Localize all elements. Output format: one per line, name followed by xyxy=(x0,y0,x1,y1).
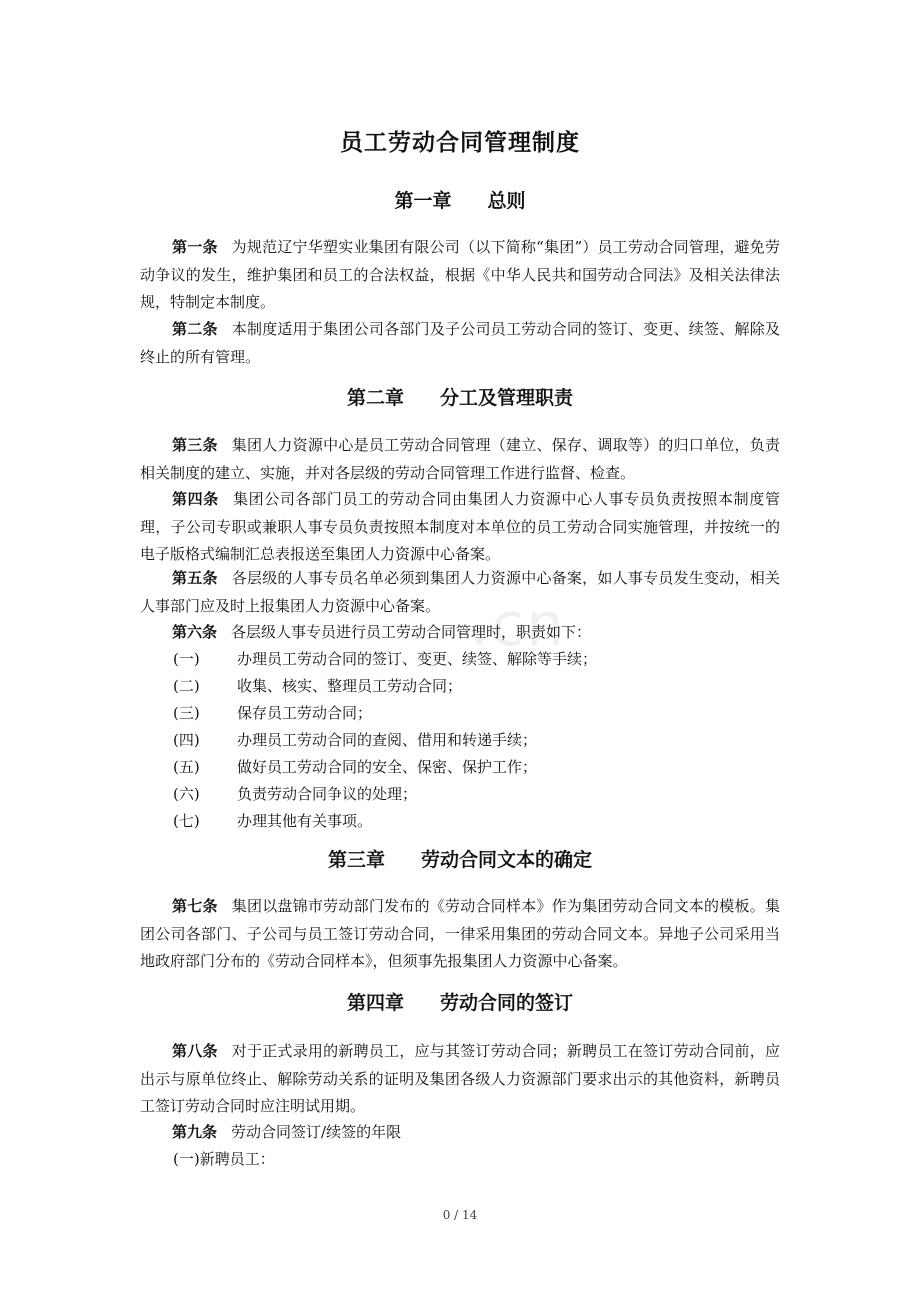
page-number: 0 / 14 xyxy=(442,1208,478,1222)
chapter-number: 第四章 xyxy=(346,992,404,1014)
chapter-number: 第一章 xyxy=(394,190,452,212)
chapter-number: 第二章 xyxy=(346,387,404,409)
chapter-name: 分工及管理职责 xyxy=(440,387,574,409)
article-label: 第三条 xyxy=(172,436,218,454)
chapter-heading-1 xyxy=(0,186,920,213)
duty-number: (三) xyxy=(173,704,200,722)
article-1 xyxy=(140,234,780,317)
article-label: 第七条 xyxy=(172,897,218,915)
duty-item xyxy=(173,646,597,673)
duty-item xyxy=(173,673,462,700)
article-text: 集团人力资源中心是员工劳动合同管理（建立、保存、调取等）的归口单位，负责相关制度的建立、实施，并对各层级的劳动合同管理工作进行监督、检查。 xyxy=(140,436,780,482)
chapter-name: 劳动合同文本的确定 xyxy=(421,849,593,871)
article-text: 各层级的人事专员名单必须到集团人力资源中心备案，如人事专员发生变动，相关人事部门应及时上报集团人力资源中心备案。 xyxy=(140,569,780,615)
article-text: 集团公司各部门员工的劳动合同由集团人力资源中心人事专员负责按照本制度管理，子公司专职或兼职人事专员负责按照本制度对本单位的员工劳动合同实施管理，并按统一的电子版格式编制汇总表报送至集团人力资源中心备案。 xyxy=(140,490,780,563)
sub-item-new-hires: (一)新聘员工： xyxy=(173,1150,275,1168)
chapter-heading-4 xyxy=(0,988,920,1015)
duty-text: 收集、核实、整理员工劳动合同； xyxy=(237,677,463,695)
article-text: 各层级人事专员进行员工劳动合同管理时，职责如下： xyxy=(231,623,592,641)
article-label: 第八条 xyxy=(172,1042,218,1060)
article-text: 为规范辽宁华塑实业集团有限公司（以下简称“集团”）员工劳动合同管理，避免劳动争议的发生，维护集团和员工的合法权益，根据《中华人民共和国劳动合同法》及相关法律法规，特制定本制度。 xyxy=(140,238,780,311)
chapter-name: 总则 xyxy=(487,190,526,212)
article-8 xyxy=(140,1038,780,1121)
duty-number: (一) xyxy=(173,650,200,668)
article-2 xyxy=(140,316,780,371)
duty-text: 办理员工劳动合同的查阅、借用和转递手续； xyxy=(237,731,538,749)
article-5 xyxy=(140,565,780,620)
duty-text: 负责劳动合同争议的处理； xyxy=(237,785,418,803)
duty-text: 做好员工劳动合同的安全、保密、保护工作； xyxy=(237,758,538,776)
article-7 xyxy=(140,893,780,976)
article-label: 第九条 xyxy=(172,1123,218,1141)
article-4 xyxy=(140,486,780,569)
chapter-number: 第三章 xyxy=(327,849,385,871)
duty-number: (二) xyxy=(173,677,200,695)
chapter-name: 劳动合同的签订 xyxy=(440,992,574,1014)
duty-item xyxy=(173,700,372,727)
duty-item xyxy=(173,727,537,754)
chapter-heading-2 xyxy=(0,383,920,410)
document-title: 员工劳动合同管理制度 xyxy=(340,129,580,156)
duty-item xyxy=(173,754,537,781)
article-label: 第四条 xyxy=(172,490,219,508)
article-text: 劳动合同签订/续签的年限 xyxy=(231,1123,402,1141)
duty-number: (五) xyxy=(173,758,200,776)
duty-text: 办理员工劳动合同的签订、变更、续签、解除等手续； xyxy=(237,650,598,668)
duty-text: 保存员工劳动合同； xyxy=(237,704,373,722)
article-label: 第一条 xyxy=(172,238,218,256)
article-label: 第六条 xyxy=(172,623,218,641)
article-text: 本制度适用于集团公司各部门及子公司员工劳动合同的签订、变更、续签、解除及终止的所有管理。 xyxy=(140,320,780,366)
article-9 xyxy=(140,1119,780,1147)
duty-item xyxy=(173,808,372,835)
article-text: 对于正式录用的新聘员工，应与其签订劳动合同；新聘员工在签订劳动合同前，应出示与原单位终止、解除劳动关系的证明及集团各级人力资源部门要求出示的其他资料，新聘员工签订劳动合同时应注明试用期。 xyxy=(140,1042,780,1115)
duty-text: 办理其他有关事项。 xyxy=(237,812,373,830)
article-text: 集团以盘锦市劳动部门发布的《劳动合同样本》作为集团劳动合同文本的模板。集团公司各部门、子公司与员工签订劳动合同，一律采用集团的劳动合同文本。异地子公司采用当地政府部门分布的《劳动合同样本》，但须事先报集团人力资源中心备案。 xyxy=(140,897,780,970)
article-6 xyxy=(140,619,780,647)
duty-number: (七) xyxy=(173,812,200,830)
duty-number: (四) xyxy=(173,731,200,749)
article-3 xyxy=(140,432,780,487)
chapter-heading-3 xyxy=(0,845,920,872)
article-label: 第五条 xyxy=(172,569,218,587)
duty-item xyxy=(173,781,417,808)
duty-number: (六) xyxy=(173,785,200,803)
article-label: 第二条 xyxy=(172,320,218,338)
watermark: .cn xyxy=(470,590,567,660)
